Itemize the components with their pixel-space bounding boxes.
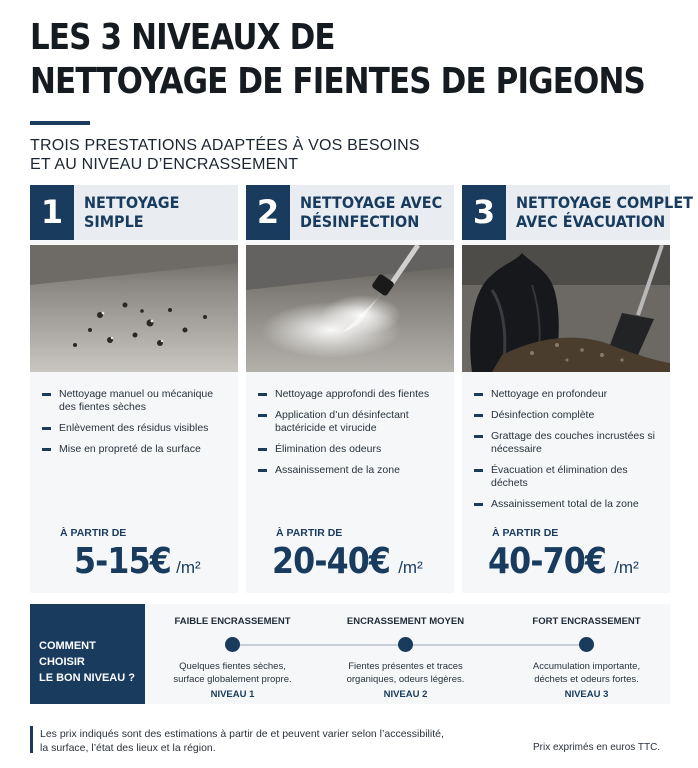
pressure-washer-photo — [246, 245, 454, 372]
price-disclaimer — [40, 727, 510, 755]
price-from-label: À PARTIR DE — [276, 527, 343, 539]
price-unit: /m² — [614, 558, 639, 577]
level-3-name: NIVEAU 3 — [564, 689, 609, 700]
card-title-line-2: SIMPLE — [84, 212, 144, 231]
how-to-choose-line-2: LE BON NIVEAU ? — [39, 672, 135, 684]
subtitle — [30, 136, 420, 174]
subtitle-line-1: TROIS PRESTATIONS ADAPTÉES À VOS BESOINS — [30, 137, 420, 154]
service-card-2 — [246, 185, 454, 593]
card-number: 1 — [30, 185, 74, 240]
price-from-label: À PARTIR DE — [60, 527, 127, 539]
price-unit: /m² — [398, 558, 423, 577]
card-title-line-1: NETTOYAGE COMPLET — [516, 193, 693, 212]
card-title-line-2: DÉSINFECTION — [300, 212, 420, 231]
list-item: Nettoyage manuel ou mécanique des fientes sèches — [42, 388, 232, 414]
service-card-3 — [462, 185, 693, 593]
card-title — [516, 193, 693, 231]
list-item: Enlèvement des résidus visibles — [42, 422, 232, 435]
list-item: Nettoyage en profondeur — [474, 388, 664, 401]
how-to-choose-line-1: COMMENT CHOISIR — [39, 640, 96, 668]
service-card-1 — [30, 185, 238, 593]
list-item: Assainissement total de la zone — [474, 498, 664, 511]
card-header — [246, 185, 454, 240]
disclaimer-line-1: Les prix indiqués sont des estimations à partir de et peuvent varier selon l’accessibilité, — [40, 728, 444, 740]
footer-accent-bar — [30, 726, 33, 753]
title-line-1: LES 3 NIVEAUX DE — [30, 17, 335, 58]
card-title-line-2: AVEC ÉVACUATION — [516, 212, 666, 231]
level-1-name: NIVEAU 1 — [210, 689, 255, 700]
subtitle-line-2: ET AU NIVEAU D’ENCRASSEMENT — [30, 156, 299, 173]
price — [488, 541, 639, 582]
level-2-name: NIVEAU 2 — [383, 689, 428, 700]
currency-note: Prix exprimés en euros TTC. — [533, 742, 661, 753]
card-title-line-1: NETTOYAGE AVEC — [300, 193, 443, 212]
level-2-dot — [398, 637, 413, 652]
card-bullet-list — [258, 388, 448, 485]
title-accent-bar — [30, 121, 90, 125]
card-bullet-list — [42, 388, 232, 464]
level-1-description: Quelques fientes sèches, surface globalement propre. — [173, 661, 292, 685]
price-value: 20-40€ — [272, 541, 391, 582]
level-3-dot — [579, 637, 594, 652]
price-unit: /m² — [176, 558, 201, 577]
how-to-choose-box — [30, 604, 145, 704]
level-2-heading: ENCRASSEMENT MOYEN — [346, 616, 465, 627]
card-title — [300, 193, 443, 231]
card-header — [462, 185, 693, 240]
list-item: Assainissement de la zone — [258, 464, 448, 477]
list-item: Élimination des odeurs — [258, 443, 448, 456]
level-3-description: Accumulation importante, déchets et odeurs fortes. — [532, 661, 641, 685]
list-item: Nettoyage approfondi des fientes — [258, 388, 448, 401]
level-3-heading: FORT ENCRASSEMENT — [532, 616, 641, 627]
disclaimer-line-2: la surface, l’état des lieux et la région. — [40, 742, 216, 754]
level-1-heading: FAIBLE ENCRASSEMENT — [174, 616, 291, 627]
title-line-2: NETTOYAGE DE FIENTES DE PIGEONS — [30, 61, 645, 102]
list-item: Grattage des couches incrustées si nécessaire — [474, 430, 664, 456]
list-item: Désinfection complète — [474, 409, 664, 422]
card-title-line-1: NETTOYAGE — [84, 193, 180, 212]
garbage-bag-shovel-photo — [462, 245, 670, 372]
card-header — [30, 185, 238, 240]
card-title — [84, 193, 219, 231]
card-number: 3 — [462, 185, 506, 240]
list-item: Application d’un désinfectant bactéricide et virucide — [258, 409, 448, 435]
price-value: 40-70€ — [488, 541, 607, 582]
droppings-floor-photo — [30, 245, 238, 372]
level-2-description: Fientes présentes et traces organiques, odeurs légères. — [346, 661, 465, 685]
card-number: 2 — [246, 185, 290, 240]
level-1-dot — [225, 637, 240, 652]
price-from-label: À PARTIR DE — [492, 527, 559, 539]
card-bullet-list — [474, 388, 664, 519]
price-value: 5-15€ — [74, 541, 171, 582]
list-item: Évacuation et élimination des déchets — [474, 464, 664, 490]
list-item: Mise en propreté de la surface — [42, 443, 232, 456]
price — [74, 541, 201, 582]
level-scale — [145, 604, 670, 704]
price — [272, 541, 423, 582]
page-title — [30, 16, 645, 104]
